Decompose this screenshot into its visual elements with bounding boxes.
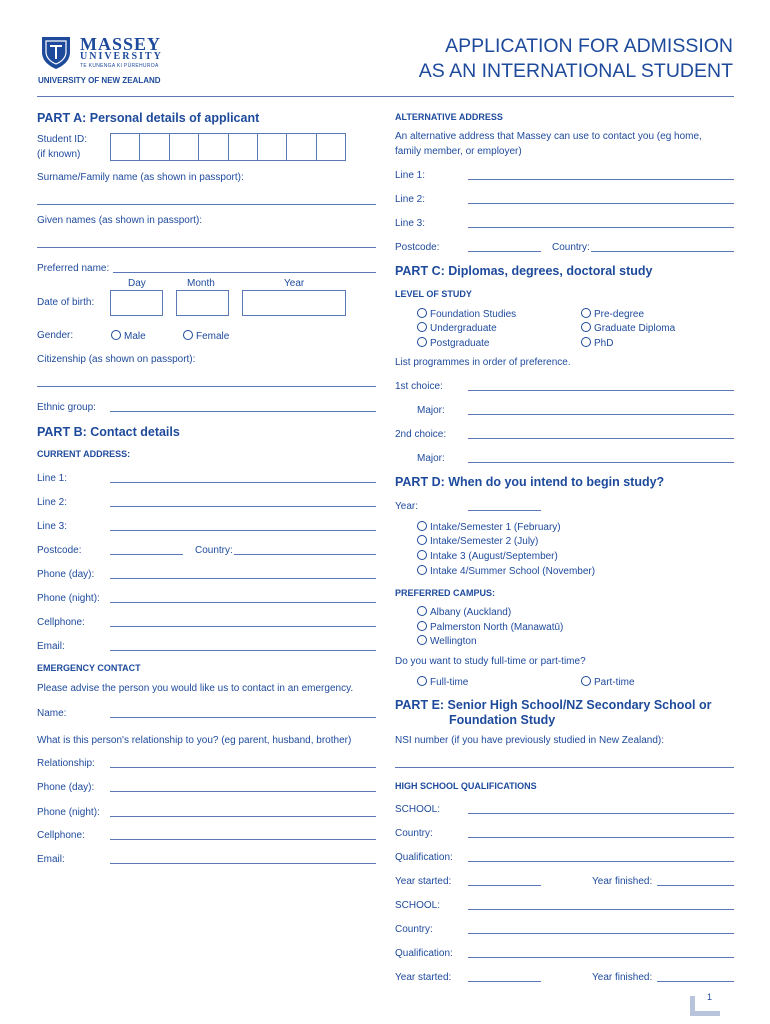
ethnic-group-label: Ethnic group:	[37, 402, 96, 413]
phone-night-label: Phone (night):	[37, 593, 100, 604]
emergency-phone-day-field[interactable]	[110, 791, 376, 792]
level-predegree-radio[interactable]	[581, 308, 644, 320]
radio-icon	[417, 337, 427, 347]
emergency-name-field[interactable]	[110, 717, 376, 718]
cellphone-field[interactable]	[110, 626, 376, 627]
level-of-study-heading: LEVEL OF STUDY	[395, 289, 472, 299]
email-label: Email:	[37, 641, 65, 652]
dob-year-field[interactable]	[242, 290, 346, 316]
emergency-contact-heading: EMERGENCY CONTACT	[37, 663, 141, 673]
logo-name: MASSEY	[80, 34, 162, 54]
radio-icon	[417, 535, 427, 545]
cellphone-label: Cellphone:	[37, 617, 85, 628]
current-country-field[interactable]	[234, 554, 376, 555]
school2-country-label: Country:	[395, 924, 433, 935]
emergency-email-label: Email:	[37, 854, 65, 865]
school2-qualification-label: Qualification:	[395, 948, 453, 959]
radio-icon	[183, 330, 193, 340]
given-names-label: Given names (as shown in passport):	[37, 215, 203, 226]
emergency-phone-night-label: Phone (night):	[37, 807, 100, 818]
preferred-campus-heading: PREFERRED CAMPUS:	[395, 588, 496, 598]
student-id-label: Student ID:	[37, 134, 88, 145]
page-number: 1	[707, 992, 713, 1002]
citizenship-label: Citizenship (as shown on passport):	[37, 354, 196, 365]
part-c-heading: PART C: Diplomas, degrees, doctoral study	[395, 264, 653, 278]
radio-icon	[111, 330, 121, 340]
programme-list-note: List programmes in order of preference.	[395, 357, 571, 368]
phd-label: PhD	[594, 338, 614, 349]
radio-icon	[417, 676, 427, 686]
alt-line3-label: Line 3:	[395, 218, 426, 229]
intake3-label: Intake 3 (August/September)	[430, 551, 558, 562]
school1-field[interactable]	[468, 813, 734, 814]
current-line3-field[interactable]	[110, 530, 376, 531]
graddip-label: Graduate Diploma	[594, 323, 676, 334]
relationship-field[interactable]	[110, 767, 376, 768]
radio-icon	[417, 635, 427, 645]
nsi-label: NSI number (if you have previously studied in New Zealand):	[395, 735, 665, 746]
radio-icon	[417, 521, 427, 531]
level-graddip-radio[interactable]	[581, 322, 675, 334]
radio-icon	[417, 606, 427, 616]
dob-year-label: Year	[284, 278, 305, 289]
email-field[interactable]	[110, 650, 376, 651]
alt-line3-field[interactable]	[468, 227, 734, 228]
given-names-field[interactable]	[37, 247, 376, 248]
logo-maori: TE KUNENGA KI PŪREHUROA	[80, 63, 159, 69]
dob-label: Date of birth:	[37, 297, 95, 308]
alt-line2-label: Line 2:	[395, 194, 426, 205]
postgraduate-label: Postgraduate	[430, 338, 490, 349]
massey-crest-icon	[38, 34, 74, 70]
current-line2-field[interactable]	[110, 506, 376, 507]
radio-icon	[417, 550, 427, 560]
study-mode-question: Do you want to study full-time or part-time?	[395, 656, 586, 667]
second-major-field[interactable]	[468, 462, 734, 463]
gender-female-radio[interactable]	[183, 330, 229, 342]
alt-line2-field[interactable]	[468, 203, 734, 204]
header-divider	[37, 96, 734, 97]
alt-note-line2: family member, or employer)	[395, 146, 522, 157]
high-school-quals-heading: HIGH SCHOOL QUALIFICATIONS	[395, 781, 537, 791]
female-label: Female	[196, 331, 230, 342]
level-phd-radio[interactable]	[581, 337, 613, 349]
emergency-name-label: Name:	[37, 708, 67, 719]
campus-wellington-radio[interactable]	[417, 635, 477, 647]
second-choice-label: 2nd choice:	[395, 429, 447, 440]
alt-postcode-label: Postcode:	[395, 242, 440, 253]
campus-palmerston-radio[interactable]	[417, 621, 563, 633]
current-line1-field[interactable]	[110, 482, 376, 483]
level-foundation-radio[interactable]	[417, 308, 516, 320]
radio-icon	[581, 308, 591, 318]
surname-field[interactable]	[37, 204, 376, 205]
dob-month-field[interactable]	[176, 290, 229, 316]
second-major-label: Major:	[417, 453, 445, 464]
current-address-heading: CURRENT ADDRESS:	[37, 449, 131, 459]
alt-line1-label: Line 1:	[395, 170, 426, 181]
campus-albany-radio[interactable]	[417, 606, 511, 618]
logo-country: UNIVERSITY OF NEW ZEALAND	[38, 76, 161, 85]
school1-country-field[interactable]	[468, 837, 734, 838]
school1-year-finished-field[interactable]	[657, 885, 734, 886]
parttime-label: Part-time	[594, 677, 635, 688]
citizenship-field[interactable]	[37, 386, 376, 387]
part-b-heading: PART B: Contact details	[37, 425, 180, 439]
intake2-label: Intake/Semester 2 (July)	[430, 536, 539, 547]
first-major-label: Major:	[417, 405, 445, 416]
start-year-field[interactable]	[468, 510, 541, 511]
part-d-heading: PART D: When do you intend to begin study?	[395, 475, 665, 489]
logo-sub: UNIVERSITY	[80, 51, 163, 62]
first-major-field[interactable]	[468, 414, 734, 415]
school2-year-started-field[interactable]	[468, 981, 541, 982]
intake4-radio[interactable]	[417, 565, 595, 577]
school2-field[interactable]	[468, 909, 734, 910]
phone-night-field[interactable]	[110, 602, 376, 603]
level-postgraduate-radio[interactable]	[417, 337, 490, 349]
school1-year-finished-label: Year finished:	[592, 876, 653, 887]
fulltime-radio[interactable]	[417, 676, 468, 688]
school2-year-finished-field[interactable]	[657, 981, 734, 982]
emergency-phone-day-label: Phone (day):	[37, 782, 95, 793]
intake2-radio[interactable]	[417, 535, 538, 547]
nsi-field[interactable]	[395, 767, 734, 768]
emergency-email-field[interactable]	[110, 863, 376, 864]
school2-year-finished-label: Year finished:	[592, 972, 653, 983]
first-choice-label: 1st choice:	[395, 381, 443, 392]
alt-note-line1: An alternative address that Massey can use to contact you (eg home,	[395, 131, 702, 142]
level-undergraduate-radio[interactable]	[417, 322, 497, 334]
part-e-heading-line1: PART E: Senior High School/NZ Secondary School or	[395, 698, 712, 712]
fulltime-label: Full-time	[430, 677, 469, 688]
alt-postcode-field[interactable]	[468, 251, 541, 252]
school1-year-started-field[interactable]	[468, 885, 541, 886]
form-title-line2: AS AN INTERNATIONAL STUDENT	[418, 60, 733, 82]
dob-day-field[interactable]	[110, 290, 163, 316]
school2-year-started-label: Year started:	[395, 972, 452, 983]
phone-day-field[interactable]	[110, 578, 376, 579]
radio-icon	[417, 308, 427, 318]
current-line2-label: Line 2:	[37, 497, 68, 508]
parttime-radio[interactable]	[581, 676, 635, 688]
school2-qualification-field[interactable]	[468, 957, 734, 958]
part-a-heading: PART A: Personal details of applicant	[37, 111, 260, 125]
foundation-label: Foundation Studies	[430, 309, 517, 320]
alt-line1-field[interactable]	[468, 179, 734, 180]
relationship-question: What is this person's relationship to you? (eg parent, husband, brother)	[37, 735, 352, 746]
radio-icon	[417, 621, 427, 631]
school1-label: SCHOOL:	[395, 804, 441, 815]
relationship-label: Relationship:	[37, 758, 95, 769]
start-year-label: Year:	[395, 501, 418, 512]
alternative-address-heading: ALTERNATIVE ADDRESS	[395, 112, 503, 122]
school2-country-field[interactable]	[468, 933, 734, 934]
surname-label: Surname/Family name (as shown in passport):	[37, 172, 244, 183]
radio-icon	[581, 676, 591, 686]
undergraduate-label: Undergraduate	[430, 323, 497, 334]
current-postcode-field[interactable]	[110, 554, 183, 555]
phone-day-label: Phone (day):	[37, 569, 95, 580]
current-country-label: Country:	[195, 545, 233, 556]
page-corner-mark	[690, 996, 720, 1016]
form-title-line1: APPLICATION FOR ADMISSION	[445, 35, 733, 57]
part-e-heading-line2: Foundation Study	[449, 713, 556, 727]
palmerston-label: Palmerston North (Manawatū)	[430, 622, 564, 633]
dob-month-label: Month	[187, 278, 215, 289]
intake3-radio[interactable]	[417, 550, 558, 562]
intake4-label: Intake 4/Summer School (November)	[430, 566, 596, 577]
preferred-name-label: Preferred name:	[37, 263, 110, 274]
gender-label: Gender:	[37, 330, 74, 341]
alt-country-field[interactable]	[591, 251, 734, 252]
school1-year-started-label: Year started:	[395, 876, 452, 887]
preferred-name-field[interactable]	[113, 272, 376, 273]
school1-qualification-label: Qualification:	[395, 852, 453, 863]
male-label: Male	[124, 331, 146, 342]
student-id-boxes[interactable]	[110, 133, 346, 161]
first-choice-field[interactable]	[468, 390, 734, 391]
intake1-radio[interactable]	[417, 521, 561, 533]
school1-country-label: Country:	[395, 828, 433, 839]
dob-day-label: Day	[128, 278, 146, 289]
second-choice-field[interactable]	[468, 438, 734, 439]
alt-country-label: Country:	[552, 242, 590, 253]
radio-icon	[417, 322, 427, 332]
emergency-cellphone-field[interactable]	[110, 839, 376, 840]
wellington-label: Wellington	[430, 636, 477, 647]
school1-qualification-field[interactable]	[468, 861, 734, 862]
emergency-phone-night-field[interactable]	[110, 816, 376, 817]
radio-icon	[581, 322, 591, 332]
current-postcode-label: Postcode:	[37, 545, 82, 556]
emergency-cellphone-label: Cellphone:	[37, 830, 85, 841]
current-line1-label: Line 1:	[37, 473, 68, 484]
radio-icon	[417, 565, 427, 575]
current-line3-label: Line 3:	[37, 521, 68, 532]
emergency-note: Please advise the person you would like us to contact in an emergency.	[37, 683, 354, 694]
intake1-label: Intake/Semester 1 (February)	[430, 522, 561, 533]
ethnic-group-field[interactable]	[110, 411, 376, 412]
radio-icon	[581, 337, 591, 347]
school2-label: SCHOOL:	[395, 900, 441, 911]
albany-label: Albany (Auckland)	[430, 607, 512, 618]
predegree-label: Pre-degree	[594, 309, 645, 320]
if-known-label: (if known)	[37, 149, 81, 160]
gender-male-radio[interactable]	[111, 330, 146, 342]
